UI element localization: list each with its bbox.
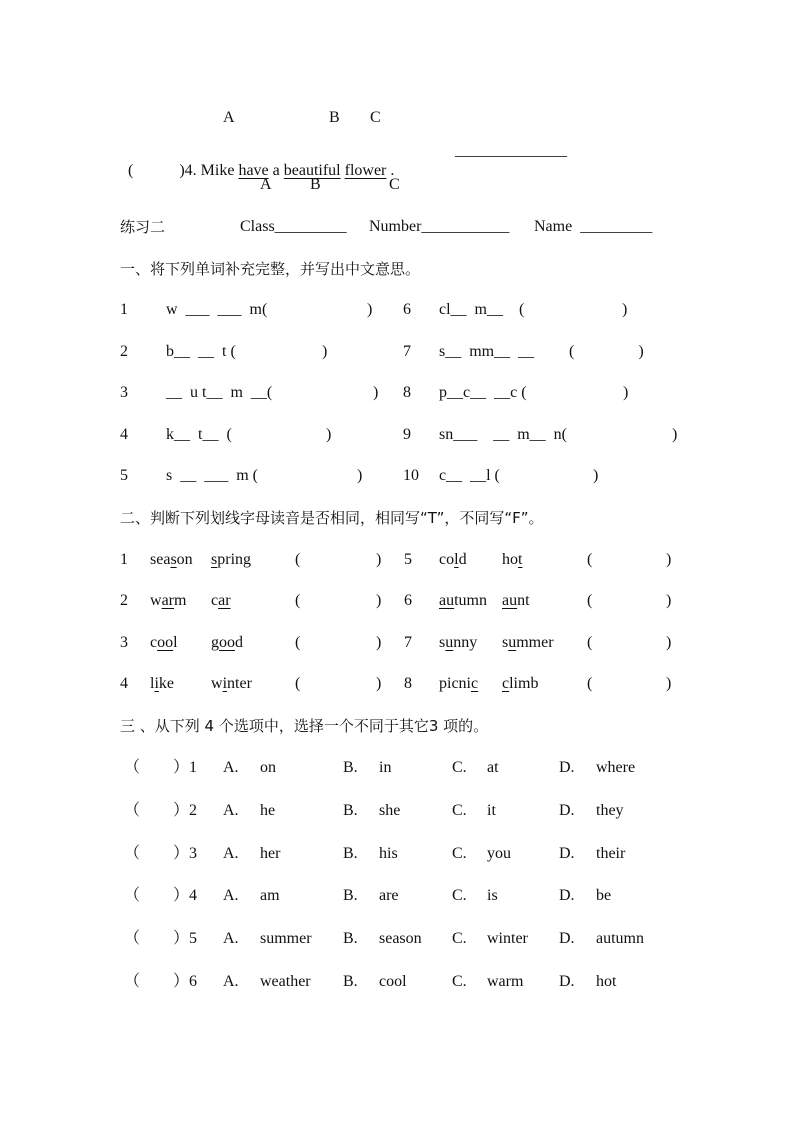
option-word[interactable]: he: [260, 802, 276, 819]
section-3-row: [0, 844, 794, 868]
underlined-letters: i: [222, 675, 228, 692]
section-3-row: [0, 801, 794, 825]
abc-label-a: A: [223, 109, 235, 126]
paren-close: ): [357, 467, 363, 484]
item-number: 1: [120, 551, 128, 568]
word-part: tumn: [454, 592, 487, 609]
paren-close: ): [672, 426, 678, 443]
underlined-word: [439, 550, 467, 570]
word-part: picni: [439, 675, 471, 692]
question-4: [120, 141, 394, 181]
word-part: limb: [509, 675, 539, 692]
underlined-word: [150, 550, 193, 570]
option-word[interactable]: their: [596, 845, 626, 862]
paren-close: ): [376, 634, 382, 651]
word-part: ho: [502, 551, 518, 568]
abc-label-c: C: [370, 109, 381, 126]
option-letter: D.: [559, 759, 575, 776]
abc-label-b: B: [310, 176, 321, 193]
answer-paren-open[interactable]: （: [124, 802, 141, 819]
paren-close: ): [666, 675, 672, 692]
word-part: m: [174, 592, 187, 609]
paren-close: ): [623, 384, 629, 401]
section-1-heading: 一、将下列单词补充完整，并写出中文意思。: [120, 260, 421, 278]
question-text: a: [268, 162, 284, 179]
underlined-letters: au: [502, 592, 518, 609]
section-1-row: [0, 383, 794, 407]
word-part: sea: [150, 551, 171, 568]
item-number: 7: [404, 634, 412, 651]
underlined-word: [211, 550, 251, 570]
section-3-row: [0, 972, 794, 996]
underlined-word: [211, 591, 231, 611]
option-letter: A.: [223, 845, 239, 862]
word-part: w: [150, 592, 162, 609]
section-2-heading: 二、判断下列划线字母读音是否相同，相同写“T”，不同写“F”。: [120, 509, 544, 527]
underlined-letters: u: [508, 634, 517, 651]
underlined-word: [439, 591, 487, 611]
underlined-letters: u: [445, 634, 454, 651]
option-letter: B.: [343, 759, 358, 776]
answer-paren-open[interactable]: (: [587, 634, 593, 651]
underlined-word: [211, 633, 243, 653]
underlined-word: [150, 674, 174, 694]
option-word[interactable]: cool: [379, 973, 407, 990]
option-letter: D.: [559, 802, 575, 819]
word-part: nter: [227, 675, 252, 692]
number-field[interactable]: Number___________: [369, 218, 510, 235]
paren-group: ( ): [569, 343, 644, 360]
option-word[interactable]: his: [379, 845, 398, 862]
option-letter: C.: [452, 930, 467, 947]
option-word[interactable]: hot: [596, 973, 617, 990]
paren-close: ): [326, 426, 332, 443]
exercise-title: 练习二: [120, 218, 166, 236]
option-letter: C.: [452, 759, 467, 776]
underlined-word: [502, 674, 538, 694]
answer-paren-open[interactable]: (: [587, 551, 593, 568]
underlined-word: [150, 591, 186, 611]
section-3-row: [0, 886, 794, 910]
word-part: ke: [158, 675, 175, 692]
option-word[interactable]: be: [596, 887, 612, 904]
word-part: l: [150, 675, 155, 692]
option-word[interactable]: they: [596, 802, 624, 819]
question-text: )4. Mike: [179, 162, 239, 179]
word-part: c: [150, 634, 158, 651]
option-word[interactable]: are: [379, 887, 399, 904]
underlined-word: [439, 633, 477, 653]
answer-paren-open[interactable]: （: [124, 845, 141, 862]
option-letter: D.: [559, 973, 575, 990]
option-word[interactable]: winter: [487, 930, 528, 947]
option-word[interactable]: autumn: [596, 930, 644, 947]
option-word[interactable]: weather: [260, 973, 311, 990]
option-letter: B.: [343, 845, 358, 862]
paren-close: ): [666, 634, 672, 651]
item-number: ）3: [173, 845, 198, 862]
item-number: 8: [403, 384, 411, 401]
word-part: nny: [453, 634, 478, 651]
word-part: w: [211, 675, 223, 692]
option-letter: D.: [559, 930, 575, 947]
option-letter: D.: [559, 887, 575, 904]
item-number: ）4: [173, 887, 198, 904]
paren-close: ): [666, 592, 672, 609]
word-blank[interactable]: p__c__ __c (: [439, 384, 527, 401]
underlined-letters: c: [502, 675, 510, 692]
option-letter: A.: [223, 887, 239, 904]
word-blank[interactable]: s__ mm__ __: [439, 343, 535, 360]
underlined-word: [502, 550, 522, 570]
item-number: 8: [404, 675, 412, 692]
answer-paren-open[interactable]: (: [295, 592, 301, 609]
question-text: .: [386, 162, 395, 179]
underlined-word-have: have: [238, 162, 269, 179]
paren-close: ): [666, 551, 672, 568]
option-word[interactable]: summer: [260, 930, 312, 947]
paren-close: ): [376, 675, 382, 692]
section-2-row: [0, 591, 794, 615]
option-word[interactable]: she: [379, 802, 401, 819]
answer-blank[interactable]: ______________: [455, 142, 567, 159]
paren-close: ): [367, 301, 373, 318]
section-2-row: [0, 674, 794, 698]
item-number: 3: [120, 634, 128, 651]
item-number: 3: [120, 384, 128, 401]
item-number: 4: [120, 426, 128, 443]
word-blank[interactable]: w ___ ___ m(: [166, 301, 268, 318]
option-letter: A.: [223, 759, 239, 776]
option-word[interactable]: at: [487, 759, 499, 776]
answer-paren-open[interactable]: (: [587, 592, 593, 609]
option-word[interactable]: where: [596, 759, 636, 776]
paren-close: ): [622, 301, 628, 318]
section-2-row: [0, 633, 794, 657]
answer-paren-open[interactable]: （: [124, 930, 141, 947]
word-part: c: [211, 592, 219, 609]
underlined-letters: t: [518, 551, 523, 568]
class-field[interactable]: Class_________: [240, 218, 347, 235]
answer-paren-open[interactable]: (: [295, 551, 301, 568]
option-letter: A.: [223, 973, 239, 990]
item-number: 6: [403, 301, 411, 318]
option-letter: B.: [343, 930, 358, 947]
word-part: s: [502, 634, 509, 651]
item-number: 7: [403, 343, 411, 360]
underlined-letters: oo: [157, 634, 174, 651]
underlined-letters: au: [439, 592, 455, 609]
option-letter: C.: [452, 802, 467, 819]
underlined-letters: s: [211, 551, 218, 568]
paren-close: ): [322, 343, 328, 360]
word-part: d: [235, 634, 243, 651]
option-letter: B.: [343, 887, 358, 904]
word-part: pring: [217, 551, 252, 568]
option-word[interactable]: on: [260, 759, 276, 776]
item-number: 5: [404, 551, 412, 568]
abc-label-a: A: [260, 176, 272, 193]
underlined-word: [502, 591, 530, 611]
section-1-row: [0, 300, 794, 324]
underlined-letters: l: [454, 551, 459, 568]
item-number: ）2: [173, 802, 198, 819]
item-number: 2: [120, 343, 128, 360]
word-part: mmer: [516, 634, 554, 651]
option-letter: A.: [223, 930, 239, 947]
underlined-word-beautiful: beautiful: [283, 162, 341, 179]
paren-close: ): [376, 592, 382, 609]
underlined-letters: ar: [161, 592, 174, 609]
item-number: 9: [403, 426, 411, 443]
section-3-row: [0, 929, 794, 953]
word-part: g: [211, 634, 219, 651]
underlined-letters: c: [471, 675, 479, 692]
option-letter: D.: [559, 845, 575, 862]
underlined-word: [502, 633, 554, 653]
option-word[interactable]: season: [379, 930, 422, 947]
underlined-word: [150, 633, 178, 653]
word-blank[interactable]: sn___ __ m__ n(: [439, 426, 567, 443]
option-letter: C.: [452, 845, 467, 862]
answer-paren-open[interactable]: (: [587, 675, 593, 692]
option-letter: C.: [452, 887, 467, 904]
underlined-letters: oo: [219, 634, 235, 651]
option-letter: B.: [343, 973, 358, 990]
word-part: d: [458, 551, 467, 568]
item-number: 6: [404, 592, 412, 609]
word-part: s: [439, 634, 446, 651]
option-letter: B.: [343, 802, 358, 819]
section-1-row: [0, 466, 794, 490]
word-part: on: [176, 551, 193, 568]
word-part: l: [173, 634, 178, 651]
name-field[interactable]: Name _________: [534, 218, 653, 235]
item-number: ）1: [173, 759, 198, 776]
word-blank[interactable]: s __ ___ m (: [166, 467, 258, 484]
section-3-row: [0, 758, 794, 782]
word-blank[interactable]: c__ __l (: [439, 467, 500, 484]
underlined-word: [439, 674, 478, 694]
paren-close: ): [376, 551, 382, 568]
option-word[interactable]: is: [487, 887, 498, 904]
word-blank[interactable]: cl__ m__ (: [439, 301, 525, 318]
item-number: 2: [120, 592, 128, 609]
word-blank[interactable]: k__ t__ (: [166, 426, 232, 443]
option-word[interactable]: am: [260, 887, 280, 904]
word-part: co: [439, 551, 455, 568]
abc-label-c: C: [389, 176, 400, 193]
item-number: 1: [120, 301, 128, 318]
answer-paren-open[interactable]: (: [295, 675, 301, 692]
paren-close: ): [373, 384, 379, 401]
paren-close: ): [593, 467, 599, 484]
item-number: ）5: [173, 930, 198, 947]
word-part: nt: [517, 592, 530, 609]
option-word[interactable]: in: [379, 759, 392, 776]
word-blank[interactable]: __ u t__ m __(: [166, 384, 273, 401]
underlined-word: [211, 674, 252, 694]
item-number: 5: [120, 467, 128, 484]
abc-label-b: B: [329, 109, 340, 126]
underlined-word-flower: flower: [344, 162, 387, 179]
word-blank[interactable]: b__ __ t (: [166, 343, 236, 360]
answer-paren-open[interactable]: (: [295, 634, 301, 651]
item-number: 10: [403, 467, 419, 484]
answer-paren-open[interactable]: （: [124, 759, 141, 776]
option-letter: A.: [223, 802, 239, 819]
section-2-row: [0, 550, 794, 574]
answer-paren-open: (: [128, 162, 134, 179]
option-letter: C.: [452, 973, 467, 990]
option-word[interactable]: warm: [487, 973, 524, 990]
underlined-letters: ar: [218, 592, 231, 609]
answer-paren-open[interactable]: （: [124, 973, 141, 990]
option-word[interactable]: her: [260, 845, 281, 862]
underlined-letters: s: [170, 551, 177, 568]
item-number: ）6: [173, 973, 198, 990]
section-1-row: [0, 425, 794, 449]
option-word[interactable]: you: [487, 845, 511, 862]
section-1-row: [0, 342, 794, 366]
option-word[interactable]: it: [487, 802, 496, 819]
answer-paren-open[interactable]: （: [124, 887, 141, 904]
underlined-letters: i: [154, 675, 159, 692]
section-3-heading: 三 、从下列 4 个选项中，选择一个不同于其它3 项的。: [120, 717, 489, 735]
item-number: 4: [120, 675, 128, 692]
